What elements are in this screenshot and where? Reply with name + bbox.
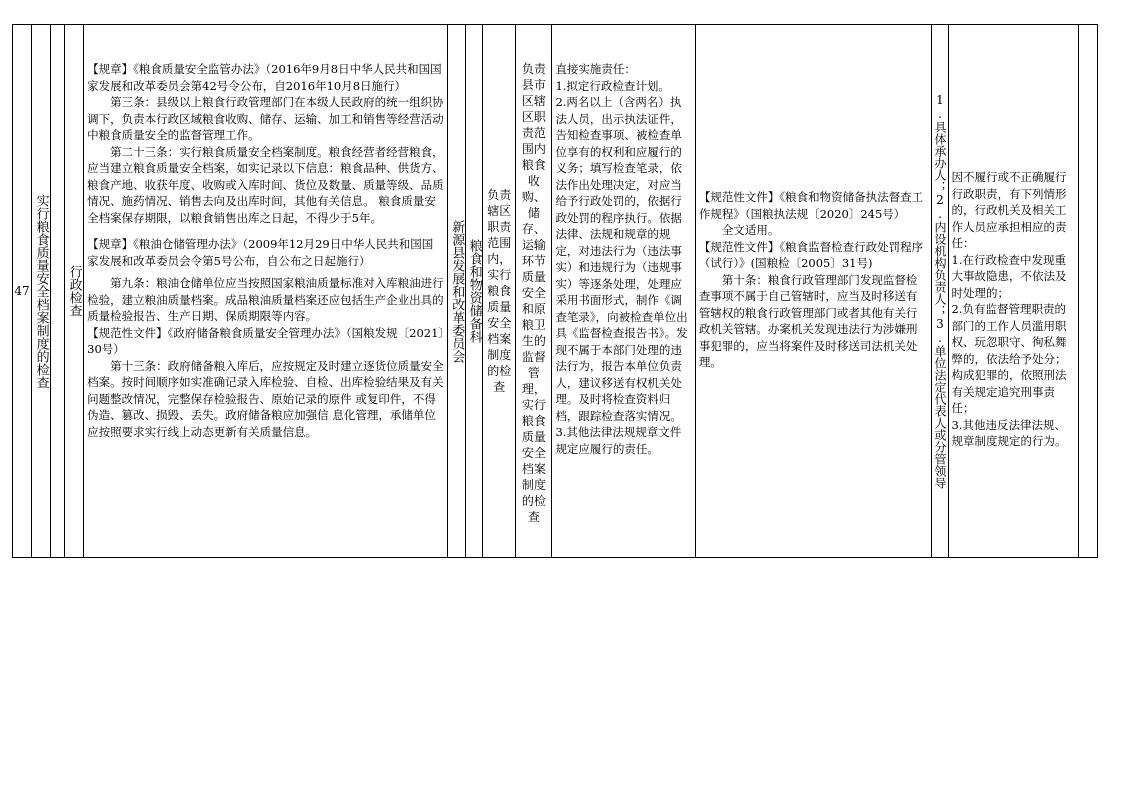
- resp-basis-text: 全文适用。: [721, 223, 780, 237]
- accountability-line: 因不履行或不正确履行行政职责，有下列情形的，行政机关及相关工作人员应承担相应的责任：: [951, 170, 1067, 250]
- responsibility-line: 直接实施责任：: [555, 62, 636, 76]
- responsible-person: 1.具体承办人；2.内设机构负责人；3.单位法定代表人或分管领导: [932, 93, 947, 489]
- basis-heading: 【规章】《粮油仓储管理办法》（2009年12月29日中华人民共和国国家发展和改革委员会令第5号公布，自公布之日起施行）: [87, 237, 434, 268]
- responsibility-line: 2.两名以上（含两名）执法人员，出示执法证件，告知检查事项、被检查单位享有的权利和应履行的义务；填写检查笔录，依法作出处理决定，对应当给予行政处罚的，依据行政处罚的程序执行。依据法律、法规和规章的规定，对违法行为（违法事实）和违规行为（违规事实）等逐条处理，处理应采用书面形式，制作《调查笔录》，向被检查单位出具《监督检查报告书》。发现不属于本部门处理的违法行为，报告本单位负责人，建议移送有权机关处理。及时将检查资料归档，跟踪检查落实情况。: [555, 95, 688, 423]
- legal-basis-cell: [84, 25, 448, 558]
- subject-cell: [448, 25, 466, 558]
- resp-basis-heading: 【规范性文件】《粮食和物资储备执法督查工作规程》（国粮执法规〔2020〕245号）: [698, 190, 924, 221]
- power-list-table: [12, 24, 1098, 558]
- basis-heading: 【规范性文件】《政府储备粮食质量安全管理办法》（国粮发规〔2021〕30号）: [87, 325, 445, 356]
- responsible-department: 粮食和物资储备科: [466, 239, 482, 343]
- responsibility-basis-cell: [695, 25, 932, 558]
- basis-article: 第十三条：政府储备粮入库后，应按规定及时建立逐货位质量安全档案。按时间顺序如实准确记录入库检验、自检、出库检验结果及有关问题整改情况，完整保存检验报告、原始记录的原件 或复印件，不得伪造、篡改、损毁、丢失。政府储备粮应加强信 息化管理，承储单位应按照要求实行线上动态更新有关质量信息。: [87, 358, 444, 439]
- department-cell: [466, 25, 483, 558]
- row-number: 47: [13, 25, 32, 558]
- responsible-person-cell: [932, 25, 948, 558]
- basis-heading: 【规章】《粮食质量安全监管办法》（2016年9月8日中华人民共和国国家发展和改革委员会第42号令公布，自2016年10月8日施行）: [87, 62, 442, 93]
- category: 行政检查: [66, 265, 82, 317]
- basis-article: 第三条：县级以上粮食行政管理部门在本级人民政府的统一组织协调下，负责本行政区域粮食收购、储存、运输、加工和销售等经营活动中粮食质量安全的监督管理工作。: [87, 95, 444, 142]
- basis-article: 第二十三条：实行粮食质量安全档案制度。粮食经营者经营粮食，应当建立粮食质量安全档案，如实记录以下信息：粮食品种、供货方、粮食产地、收获年度、收购或入库时间、货位及数量、质量等级、品质情况、施药情况、销售去向及出库时间，其他有关信息。 粮食质量安全档案保存期限，以粮食销售出库之日起，不得少于5年。: [87, 144, 444, 225]
- duty-division-cell: [516, 25, 552, 558]
- implementing-subject: 新源县发展和改革委员会: [449, 219, 465, 363]
- responsibility-line: 1.拟定行政检查计划。: [555, 78, 670, 93]
- basis-article: 第九条：粮油仓储单位应当按照国家粮油质量标准对入库粮油进行检验，建立粮油质量档案。成品粮油质量档案还应包括生产企业出具的质量检验报告、生产日期、保质期限等内容。: [87, 276, 444, 323]
- responsibility-cell: [552, 25, 695, 558]
- accountability-line: 2.负有监督管理职责的部门的工作人员滥用职权、玩忽职守、徇私舞弊的，依法给予处分；构成犯罪的，依照刑法有关规定追究刑事责任；: [951, 302, 1067, 415]
- resp-basis-heading: 【规范性文件】《粮食监督检查行政处罚程序（试行）》(国粮检〔2005〕31号): [698, 239, 924, 270]
- resp-basis-text: 第十条：粮食行政管理部门发现监督检查事项不属于自己管辖时，应当及时移送有管辖权的粮食行政管理部门或者其他有关行政机关管辖。办案机关发现违法行为涉嫌刑事犯罪的，应当将案件及时移送司法机关处理。: [698, 272, 918, 369]
- sub-item-cell: [51, 25, 65, 558]
- item-name: 实行粮食质量安全档案制度的检查: [33, 193, 49, 389]
- accountability-line: 1.在行政检查中发现重大事故隐患，不依法及时处理的；: [951, 252, 1067, 300]
- duty-division: 负责县市区辖区职责范围内粮食收购、储存、运输环节质量安全和原粮卫生的监督管理，实行粮食质量安全档案制度的检查: [521, 62, 546, 524]
- implementation-scope: 负责辖区职责范围内，实行粮食质量安全档案制度的检查: [487, 188, 512, 394]
- remark-cell: [1078, 25, 1097, 558]
- accountability-cell: [948, 25, 1078, 558]
- table-row: [13, 25, 1098, 558]
- category-cell: [65, 25, 84, 558]
- item-name-cell: [32, 25, 51, 558]
- accountability-line: 3.其他违反法律法规、规章制度规定的行为。: [951, 417, 1067, 448]
- scope-cell: [483, 25, 516, 558]
- responsibility-line: 3.其他法律法规规章文件规定应履行的责任。: [555, 425, 682, 456]
